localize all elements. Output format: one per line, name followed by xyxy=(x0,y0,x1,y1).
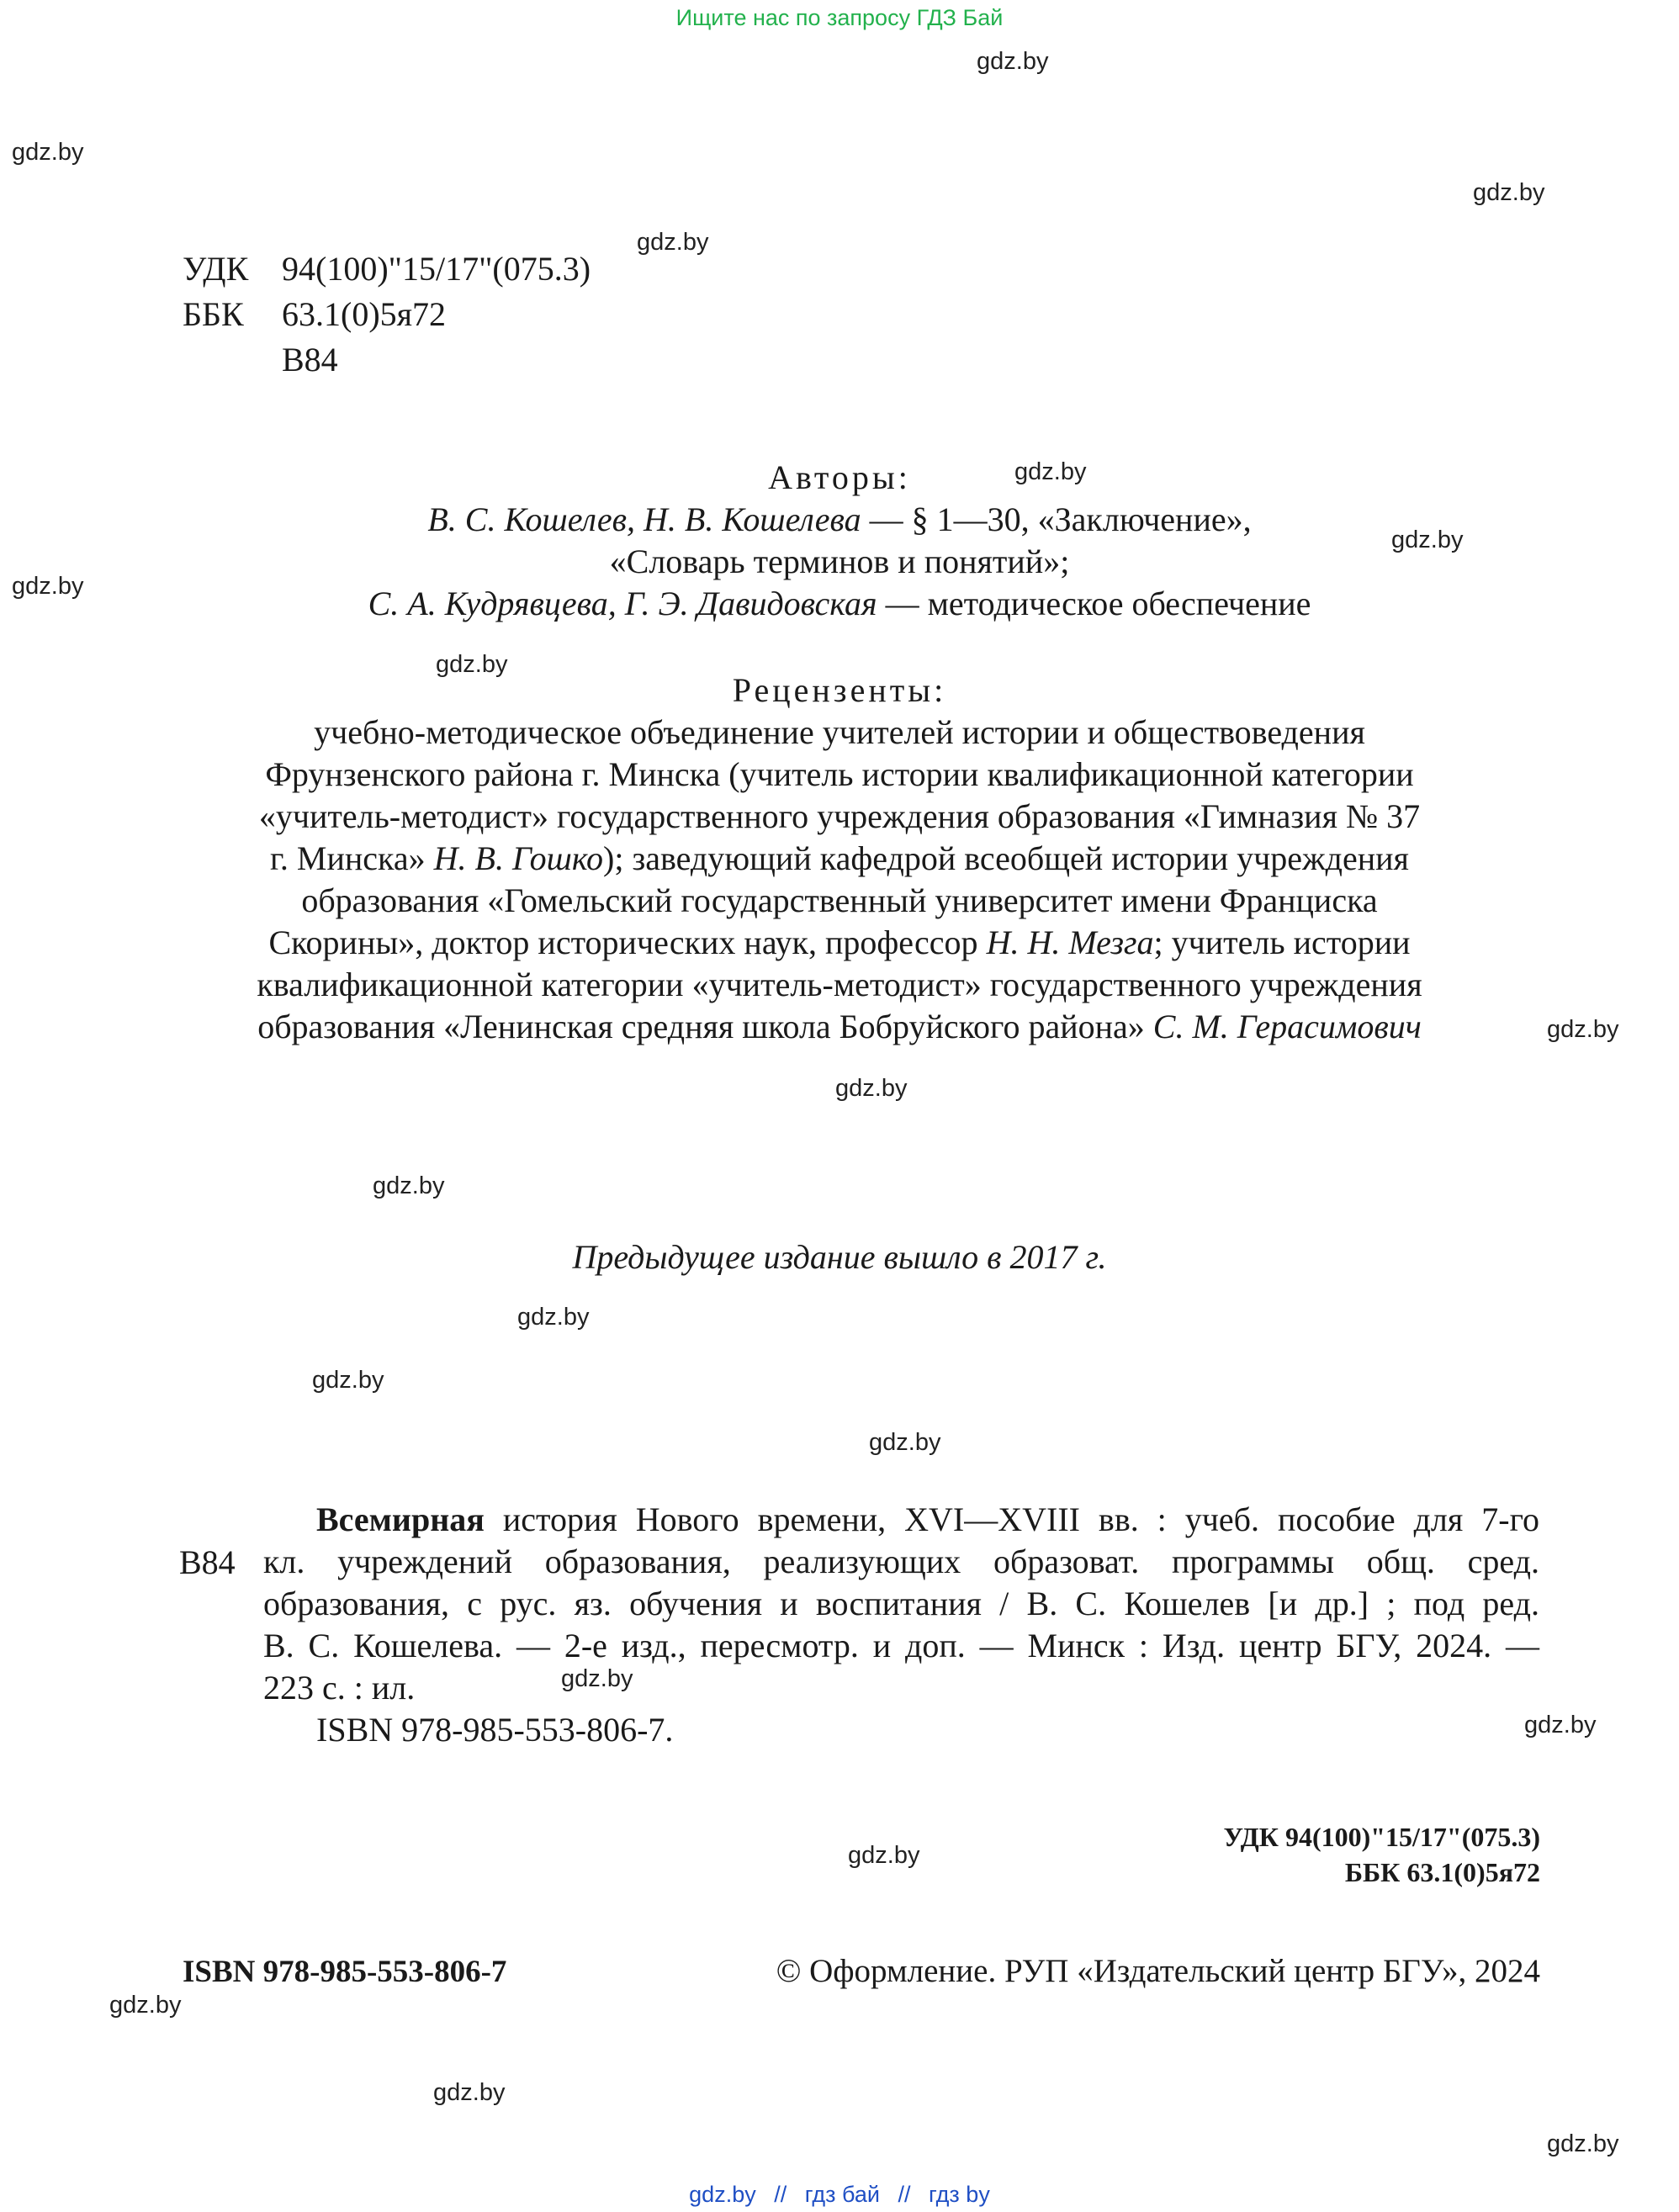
reviewer-name: С. М. Герасимович xyxy=(1152,1008,1422,1045)
reviewers-line: квалификационной категории «учитель-методист» государственного учреждения xyxy=(257,966,1422,1003)
authors-heading: Авторы: xyxy=(768,458,911,496)
reviewers-text: ); заведующий кафедрой всеобщей истории учреждения xyxy=(603,839,1409,877)
bib-text: история Нового времени, XVI—XVIII вв. : учеб. пособие для 7-го xyxy=(484,1500,1539,1538)
copyright: © Оформление. РУП «Издательский центр БГУ», 2024 xyxy=(776,1953,1540,1989)
footer-links xyxy=(0,2182,1679,2208)
bib-record xyxy=(263,1499,1539,1751)
reviewers-text: ; учитель истории xyxy=(1153,923,1411,961)
authors-block xyxy=(0,457,1679,625)
authors-line-2: «Словарь терминов и понятий»; xyxy=(609,542,1070,580)
reviewer-name: Н. В. Гошко xyxy=(433,839,604,877)
bib-mark: В84 xyxy=(179,1543,236,1581)
footer-separator: // xyxy=(898,2182,911,2207)
isbn-bold: ISBN 978-985-553-806-7 xyxy=(183,1955,507,1989)
reviewers-block xyxy=(0,669,1679,1048)
watermark: gdz.by xyxy=(1547,1016,1619,1043)
bib-line-5: 223 с. : ил. xyxy=(263,1669,416,1707)
reviewers-line: Фрунзенского района г. Минска (учитель истории квалификационной категории xyxy=(265,755,1414,793)
authors-contrib-1: — § 1—30, «Заключение», xyxy=(861,500,1252,538)
watermark: gdz.by xyxy=(869,1429,941,1456)
authors-line-3 xyxy=(0,583,1679,625)
watermark: gdz.by xyxy=(517,1304,590,1331)
reviewers-text: образования «Ленинская средняя школа Бобруйского района» xyxy=(257,1008,1153,1045)
watermark: gdz.by xyxy=(12,573,84,600)
bib-line-2: кл. учреждений образования, реализующих образоват. программы общ. сред. xyxy=(263,1543,1539,1580)
watermark: gdz.by xyxy=(436,651,508,678)
watermark: gdz.by xyxy=(1014,458,1087,485)
watermark: gdz.by xyxy=(637,229,709,256)
watermark: gdz.by xyxy=(977,48,1049,75)
reviewers-heading: Рецензенты: xyxy=(732,671,947,709)
bib-title-word: Всемирная xyxy=(316,1500,485,1538)
bib-isbn: ISBN 978-985-553-806-7. xyxy=(316,1711,674,1749)
bib-line-4: В. С. Кошелева. — 2-е изд., пересмотр. и доп. — Минск : Изд. центр БГУ, 2024. — xyxy=(263,1627,1539,1664)
watermark: gdz.by xyxy=(312,1367,384,1394)
bib-line-1 xyxy=(263,1499,1539,1541)
bottom-udk: УДК 94(100)"15/17"(075.3) xyxy=(1223,1822,1540,1852)
watermark: gdz.by xyxy=(1524,1712,1597,1738)
footer-link-gdz-by[interactable]: gdz.by xyxy=(689,2182,756,2207)
authors-names-1: В. С. Кошелев, Н. В. Кошелева xyxy=(427,500,861,538)
watermark: gdz.by xyxy=(561,1665,633,1692)
bib-line-3: образования, с рус. яз. обучения и воспитания / В. С. Кошелев [и др.] ; под ред. xyxy=(263,1585,1539,1622)
authors-line-1 xyxy=(0,499,1679,541)
udk-value: 94(100)"15/17"(075.3) xyxy=(282,250,591,288)
watermark: gdz.by xyxy=(433,2079,506,2106)
reviewer-name: Н. Н. Мезга xyxy=(986,923,1154,961)
watermark: gdz.by xyxy=(109,1992,182,2019)
reviewers-line xyxy=(0,838,1679,880)
reviewers-text: г. Минска» xyxy=(270,839,434,877)
bbk-label: ББК xyxy=(183,295,244,333)
watermark: gdz.by xyxy=(1547,2130,1619,2157)
footer-separator: // xyxy=(774,2182,787,2207)
watermark: gdz.by xyxy=(373,1172,445,1199)
authors-contrib-2: — методическое обеспечение xyxy=(877,585,1311,622)
previous-edition-note: Предыдущее издание вышло в 2017 г. xyxy=(572,1238,1107,1276)
top-banner[interactable]: Ищите нас по запросу ГДЗ Бай xyxy=(675,5,1004,30)
author-mark: В84 xyxy=(282,341,338,378)
reviewers-line xyxy=(0,1006,1679,1048)
udk-label: УДК xyxy=(183,250,249,288)
watermark: gdz.by xyxy=(12,139,84,166)
bbk-value: 63.1(0)5я72 xyxy=(282,295,447,333)
watermark: gdz.by xyxy=(835,1075,908,1102)
reviewers-line: образования «Гомельский государственный университет имени Франциска xyxy=(301,881,1378,919)
watermark: gdz.by xyxy=(1391,527,1464,553)
reviewers-text: Скорины», доктор исторических наук, профессор xyxy=(268,923,987,961)
footer-link-gdz-by-alt[interactable]: гдз by xyxy=(929,2182,990,2207)
footer-link-gdz-bai[interactable]: гдз бай xyxy=(804,2182,880,2207)
authors-names-2: С. А. Кудрявцева, Г. Э. Давидовская xyxy=(368,585,877,622)
reviewers-line: учебно-методическое объединение учителей истории и обществоведения xyxy=(314,713,1365,751)
watermark: gdz.by xyxy=(848,1842,920,1869)
reviewers-line: «учитель-методист» государственного учреждения образования «Гимназия № 37 xyxy=(258,797,1421,835)
watermark: gdz.by xyxy=(1473,179,1545,206)
reviewers-line xyxy=(0,922,1679,964)
bottom-bbk: ББК 63.1(0)5я72 xyxy=(1344,1857,1540,1887)
